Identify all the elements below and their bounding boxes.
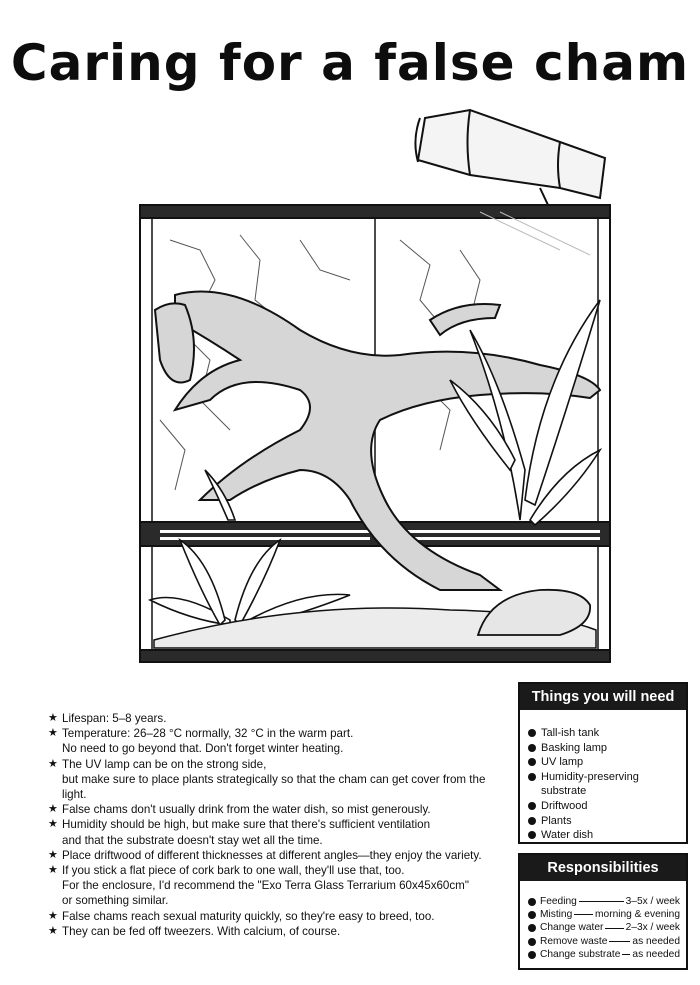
note-item: ★ The UV lamp can be on the strong side, but make sure to place plants strategically so that the cham can get cover from the light. bbox=[48, 757, 503, 803]
basking-lamp-icon bbox=[415, 110, 605, 212]
task-frequency: morning & evening bbox=[595, 909, 680, 921]
note-item: ★ False chams don't usually drink from the water dish, so mist generously. bbox=[48, 802, 503, 817]
list-item bbox=[528, 895, 680, 908]
list-item: Plants bbox=[528, 814, 686, 829]
note-item: ★ They can be fed off tweezers. With calcium, of course. bbox=[48, 924, 503, 939]
terrarium-illustration bbox=[0, 100, 700, 680]
note-item: ★ Humidity should be high, but make sure that there's sufficient ventilation and that the substrate doesn't stay wet all the time. bbox=[48, 817, 503, 847]
note-item: ★ If you stick a flat piece of cork bark to one wall, they'll use that, too. For the enclosure, I'd recommend the "Exo Terra Glass Terrarium 60x45x60cm" or something similar. bbox=[48, 863, 503, 909]
list-item bbox=[528, 921, 680, 934]
task-frequency: as needed bbox=[632, 948, 680, 960]
list-item bbox=[528, 948, 680, 961]
list-item bbox=[528, 908, 680, 921]
task-frequency: as needed bbox=[632, 935, 680, 947]
note-item: ★ Place driftwood of different thicknesses at different angles—they enjoy the variety. bbox=[48, 848, 503, 863]
task-label: Change water bbox=[540, 922, 604, 934]
list-item bbox=[528, 935, 680, 948]
task-label: Change substrate bbox=[540, 948, 621, 960]
list-item: Driftwood bbox=[528, 799, 686, 814]
care-notes-list bbox=[48, 711, 503, 939]
responsibilities-box bbox=[518, 853, 688, 970]
things-needed-heading: Things you will need bbox=[520, 684, 686, 710]
task-label: Misting bbox=[540, 909, 573, 921]
list-item: Basking lamp bbox=[528, 741, 686, 756]
list-item: UV lamp bbox=[528, 755, 686, 770]
note-item: ★ Temperature: 26–28 °C normally, 32 °C in the warm part. No need to go beyond that. Don't forget winter heating. bbox=[48, 726, 503, 756]
things-needed-box bbox=[518, 682, 688, 844]
responsibilities-heading: Responsibilities bbox=[520, 855, 686, 881]
task-label: Remove waste bbox=[540, 935, 608, 947]
list-item: Humidity-preserving substrate bbox=[528, 770, 686, 799]
note-item: ★ False chams reach sexual maturity quickly, so they're easy to breed, too. bbox=[48, 909, 503, 924]
note-item: ★ Lifespan: 5–8 years. bbox=[48, 711, 503, 726]
list-item: Tall-ish tank bbox=[528, 726, 686, 741]
task-frequency: 2–3x / week bbox=[625, 922, 680, 934]
task-label: Feeding bbox=[540, 896, 577, 907]
list-item: Water dish bbox=[528, 828, 686, 843]
task-frequency: 3–5x / week bbox=[625, 896, 680, 907]
page-title: Caring for a false cham bbox=[10, 34, 690, 92]
